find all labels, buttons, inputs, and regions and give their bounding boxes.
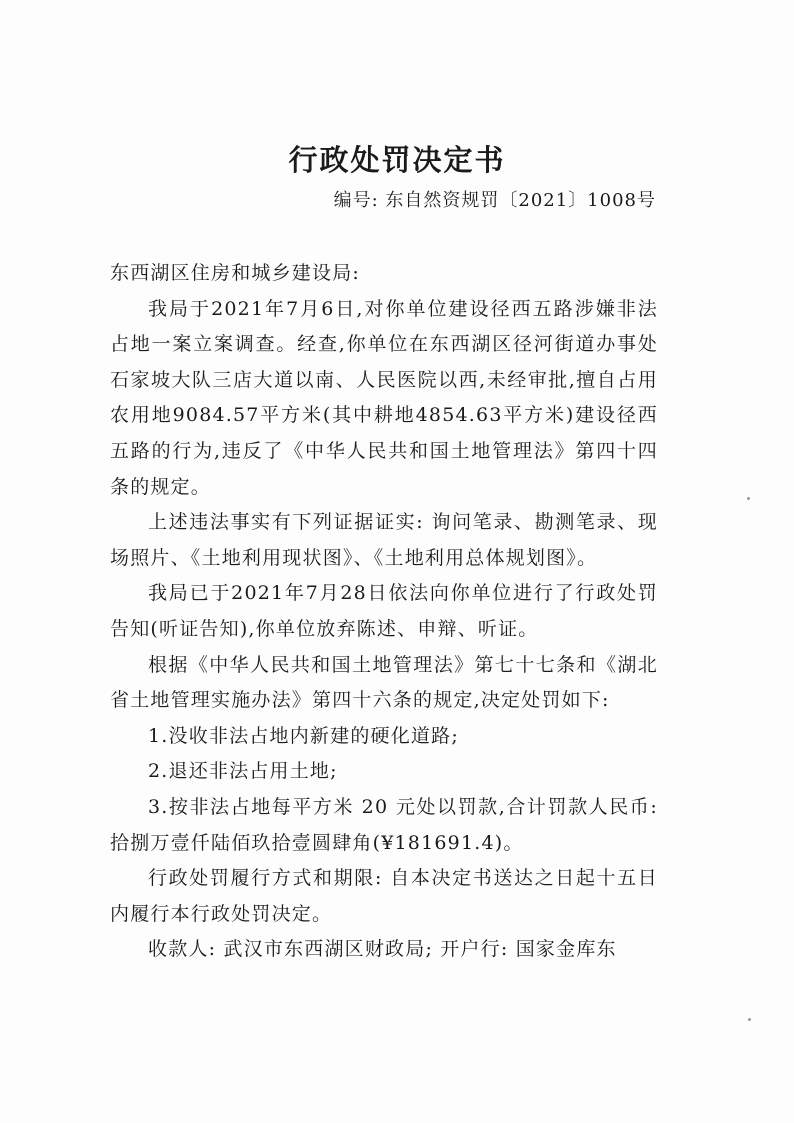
paragraph-facts: 我局于2021年7月6日,对你单位建设径西五路涉嫌非法占地一案立案调查。经查,你单位在东西湖区径河街道办事处石家坡大队三店大道以南、人民医院以西,未经审批,擅自占用农用地9084.57平方米(其中耕地4854.63平方米)建设径西五路的行为,违反了《中华人民共和国土地管理法》第四十四条的规定。	[110, 297, 658, 498]
scan-speck	[747, 497, 750, 500]
paragraph-notice: 我局已于2021年7月28日依法向你单位进行了行政处罚告知(听证告知),你单位放弃陈述、申辩、听证。	[110, 582, 658, 640]
paragraph-payee: 收款人: 武汉市东西湖区财政局; 开户行: 国家金库东	[148, 938, 617, 961]
penalty-item-2: 2.退还非法占用土地;	[148, 760, 338, 783]
document-title: 行政处罚决定书	[288, 143, 506, 177]
document-number: 编号: 东自然资规罚〔2021〕1008号	[333, 190, 656, 211]
paragraph-deadline: 行政处罚履行方式和期限: 自本决定书送达之日起十五日内履行本行政处罚决定。	[110, 867, 658, 925]
scan-speck	[748, 1018, 751, 1021]
recipient: 东西湖区住房和城乡建设局:	[110, 262, 361, 284]
penalty-item-3: 3.按非法占地每平方米 20 元处以罚款,合计罚款人民币: 拾捌万壹仟陆佰玖拾壹圆肆角(¥181691.4)。	[110, 795, 658, 854]
penalty-item-1: 1.没收非法占地内新建的硬化道路;	[148, 724, 459, 747]
paragraph-evidence: 上述违法事实有下列证据证实: 询问笔录、勘测笔录、现场照片、《土地利用现状图》、《土地利用总体规划图》。	[110, 511, 658, 569]
paragraph-basis: 根据《中华人民共和国土地管理法》第七十七条和《湖北省土地管理实施办法》第四十六条的规定,决定处罚如下:	[110, 653, 658, 712]
document-body	[110, 256, 658, 968]
